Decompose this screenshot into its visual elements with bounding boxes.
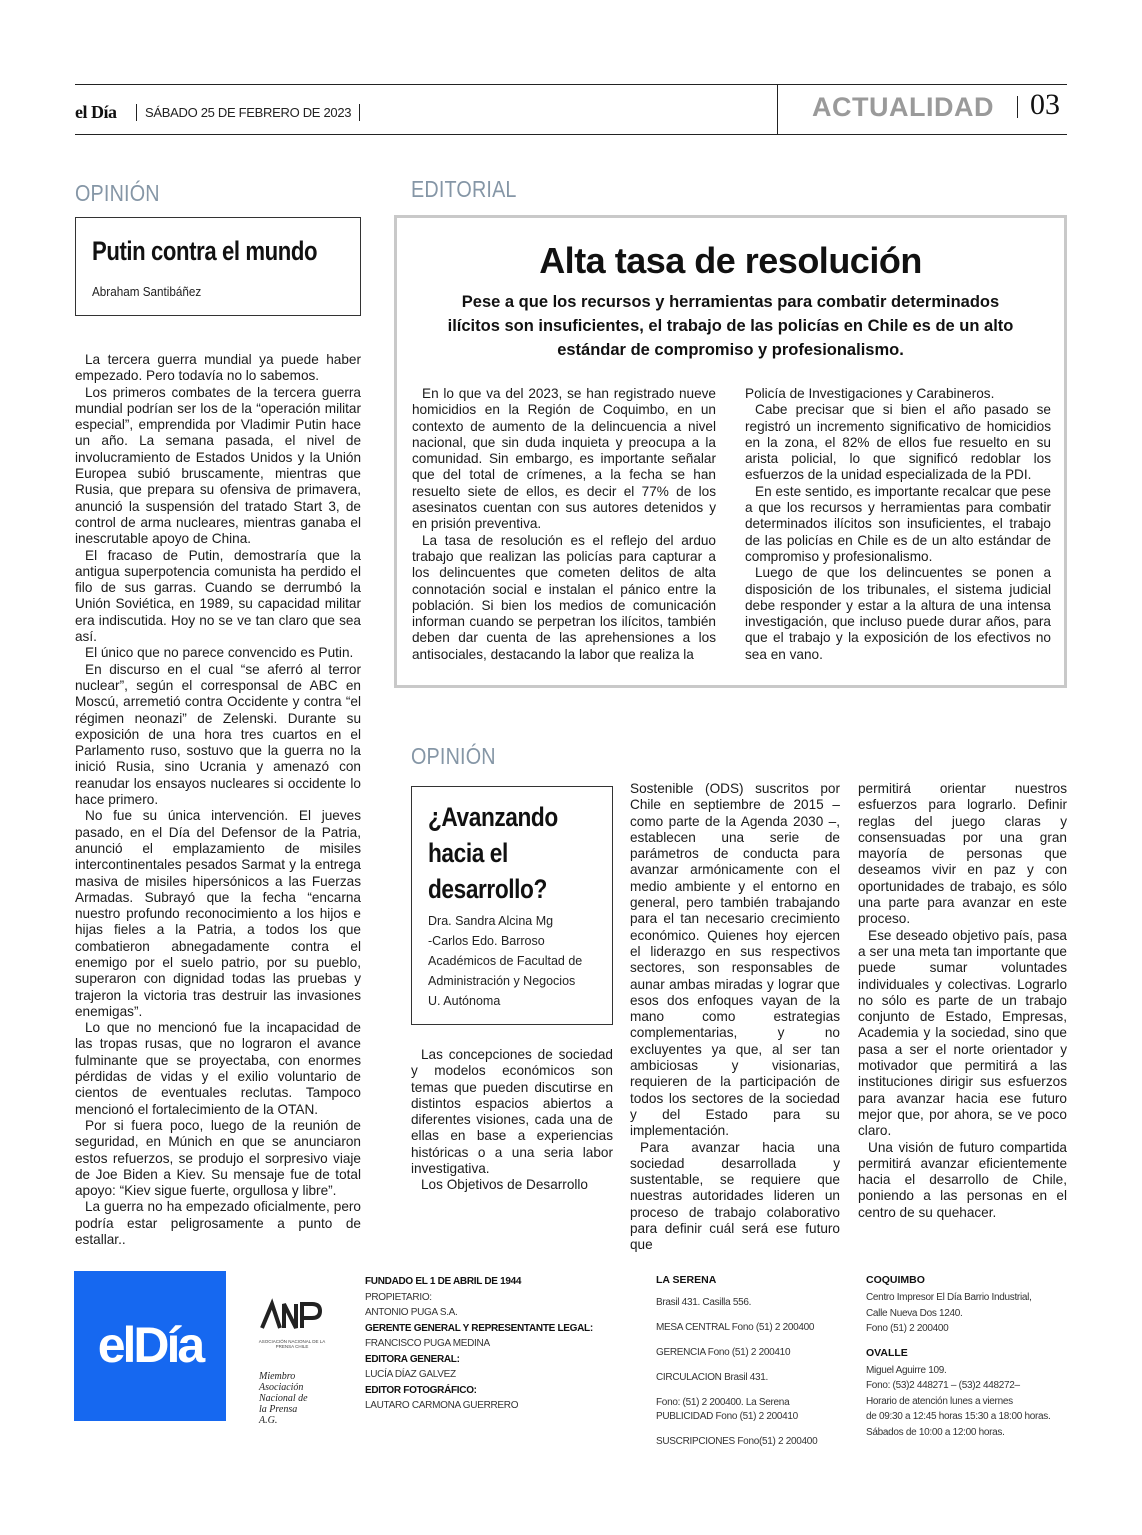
paragraph: Luego de que los delincuentes se ponen a disposición de los tribunales, el sistema judicial debe responder y estar a la altura de una intensa investigación, que incluso puede durar años, para que el trabajo y la exposición de los efectivos no sea en vano. [745, 565, 1051, 662]
footer-la-serena [656, 1274, 846, 1460]
paragraph: La guerra no ha empezado oficialmente, pero podría estar peligrosamente a punto de estallar.. [75, 1199, 361, 1248]
footer-value: PROPIETARIO: [365, 1291, 432, 1303]
editorial-column-2 [745, 386, 1051, 663]
separator [1017, 96, 1018, 118]
editorial-kicker: EDITORIAL [411, 176, 517, 202]
editorial-title: Alta tasa de resolución [539, 240, 922, 281]
editorial-box [394, 215, 1067, 688]
opinion2-title-box [411, 786, 613, 1025]
footer-line: MESA CENTRAL Fono (51) 2 200400 [656, 1322, 815, 1333]
footer-value: ANTONIO PUGA S.A. [365, 1307, 458, 1318]
opinion2-column-1 [411, 1047, 613, 1194]
footer-line: Calle Nueva Dos 1240. [866, 1307, 963, 1319]
paragraph: Sostenible (ODS) suscritos por Chile en septiembre de 2015 – como parte de la Agenda 2030 –, establecen una serie de parámetros de conducta para avanzar armónicamente con el medio ambiente y el entorno en general, pero también trabajando para el tan necesario crecimiento económico. Quienes hoy ejercen el liderazgo en sus respectivos sectores, son responsables de aunar ambas miradas y lograr que esos dos enfoques vayan de la mano como estrategias complementarias, y no excluyentes ya que, al ser tan ambiciosas y visionarias, requieren de la participación de todos los sectores de la sociedad y del Estado para su implementación. [630, 781, 840, 1139]
footer-heading: EDITORA GENERAL: [365, 1353, 460, 1365]
editorial-column-1 [412, 386, 716, 663]
header-divider [777, 84, 778, 134]
paragraph: En discurso en el cual “se aferró al terror nuclear”, según el corresponsal de ABC en Moscú, arremetió contra Occidente y contra “el régimen neonazi” de Zelenski. Durante su exposición de una hora tres cuartos en el Parlamento ruso, sostuvo que la guerra no la inició Rusia, sino Ucrania y amenazó con reanudar los ensayos nucleares si occidente lo hace primero. [75, 661, 361, 808]
paragraph: Cabe precisar que si bien el año pasado se registró un incremento significativo de homicidios en la zona, el 82% de ellos fue resuelto en su arista policial, lo que significó redoblar los esfuerzos de la unidad especializada de la PDI. [745, 402, 1051, 483]
footer-line: SUSCRIPCIONES Fono(51) 2 200400 [656, 1436, 818, 1447]
opinion2-title: ¿Avanzando hacia el desarrollo? [428, 802, 558, 904]
paragraph: En este sentido, es importante recalcar que pese a que los recursos y herramientas para combatir determinados ilícitos son insuficientes, el trabajo de las policías en Chile es de un alto estándar de compromiso y profesionalismo. [745, 483, 1051, 564]
opinion2-column-2 [630, 781, 840, 1254]
paragraph: La tasa de resolución es el reflejo del arduo trabajo que realizan las policías para capturar a los delincuentes que cometen delitos de alta connotación social e instalan el pánico entre la población. Si bien los medios de comunicación informan cuando se perpetran los ilícitos, también deben dar cuenta de las aprehensiones a los antisociales, destacando la labor que realiza la [412, 532, 716, 662]
coquimbo-title: COQUIMBO [866, 1274, 925, 1286]
separator [136, 104, 137, 121]
paragraph: Una visión de futuro compartida permitirá avanzar eficientemente hacia el desarrollo de Chile, poniendo a las personas en el centro de su quehacer. [858, 1139, 1067, 1220]
paragraph: Por si fuera poco, luego de la reunión de seguridad, en Múnich en que se anunciaron estos refuerzos, se produjo el sorpresivo viaje de Joe Biden a Kiev. Su mensaje fue de total apoyo: “Kiev sigue fuerte, orgullosa y libre”. [75, 1117, 361, 1199]
paragraph: Los Objetivos de Desarrollo [421, 1177, 588, 1193]
editorial-subtitle: Pese a que los recursos y herramientas para combatir determinados ilícitos son insuficientes, el trabajo de las policías en Chile es de un alto estándar de compromiso y profesionalismo. [447, 293, 1014, 359]
logo-text: elDía [97, 1317, 203, 1373]
ovalle-lines [866, 1363, 1076, 1441]
member-text: Miembro Asociación Nacional de la Prensa A.G. [259, 1371, 308, 1426]
anp-logo [258, 1298, 328, 1349]
header-bottom-rule [75, 134, 1067, 135]
eldia-logo [74, 1271, 226, 1421]
footer-line: de 09:30 a 12:45 horas 15:30 a 18:00 horas. [866, 1411, 1051, 1422]
la-serena-title: LA SERENA [656, 1274, 717, 1286]
opinion2-kicker: OPINIÓN [411, 743, 496, 769]
footer-heading: EDITOR FOTOGRÁFICO: [365, 1384, 477, 1396]
paragraph: Para avanzar hacia una sociedad desarrollada y sustentable, se requiere que nuestras autoridades lideren un proceso de trabajo colaborativo para definir cuál será ese futuro que [630, 1139, 840, 1253]
footer-line: Miguel Aguirre 109. [866, 1364, 947, 1376]
opinion2-column-3 [858, 781, 1067, 1221]
footer-heading: GERENTE GENERAL Y REPRESENTANTE LEGAL: [365, 1322, 593, 1334]
brand-name: el Día [75, 102, 117, 122]
paragraph: La tercera guerra mundial ya puede haber empezado. Pero todavía no lo sabemos. [75, 352, 361, 384]
footer-line: Fono: (51) 2 200400. La Serena [656, 1397, 790, 1408]
paragraph: Los primeros combates de la tercera guerra mundial podrían ser los de la “operación militar especial”, emprendida por Vladimir Putin hace un año. La semana pasada, el nivel de involucramiento de Estados Unidos y la Unión Europea subió bruscamente, mientras que Rusia, que prepara su ofensiva de primavera, anunció la suspensión del tratado Start 3, de control de arma nucleares, mientras ganaba el inescrutable apoyo de China. [75, 384, 361, 547]
footer-line: GERENCIA Fono (51) 2 200410 [656, 1347, 791, 1358]
footer-credits [365, 1274, 625, 1414]
la-serena-lines [656, 1296, 846, 1449]
footer-line: Horario de atención lunes a viernes [866, 1395, 1013, 1407]
opinion-body [75, 352, 361, 1248]
page-number: 03 [1030, 88, 1060, 121]
opinion-kicker: OPINIÓN [75, 180, 160, 206]
author-line: Dra. Sandra Alcina Mg [428, 914, 554, 928]
author-line: -Carlos Edo. Barroso [428, 934, 545, 948]
footer-line: PUBLICIDAD Fono (51) 2 200410 [656, 1411, 798, 1422]
ovalle-title: OVALLE [866, 1346, 908, 1359]
footer-line: Sábados de 10:00 a 12:00 horas. [866, 1426, 1005, 1438]
footer-heading: FUNDADO EL 1 DE ABRIL DE 1944 [365, 1276, 522, 1287]
author-line: U. Autónoma [428, 994, 501, 1008]
article-author: Abraham Santibáñez [92, 284, 202, 299]
opinion-title-box [75, 217, 361, 316]
footer-coquimbo [866, 1274, 1076, 1440]
anp-caption: ASOCIACIÓN NACIONAL DE LA PRENSA CHILE [258, 1339, 326, 1349]
paragraph: El fracaso de Putin, demostraría que la antigua superpotencia comunista ha perdido el filo de sus garras. Cuando se derrumbó la Unión Soviética, en 1989, su capacidad militar era indiscutida. Hoy no se ve tan claro que sea así. [75, 547, 361, 645]
footer-value: LUCÍA DÍAZ GALVEZ [365, 1369, 456, 1380]
issue-date: SÁBADO 25 DE FEBRERO DE 2023 [145, 105, 352, 120]
paragraph: Las concepciones de sociedad y modelos económicos son temas que pueden discutirse en distintos espacios abiertos a diferentes visiones, cada una de ellas en base a experiencias históricas o a una seria labor investigativa. [411, 1047, 613, 1177]
paragraph: No fue su única intervención. El jueves pasado, en el Día del Defensor de la Patria, anunció el emplazamiento de misiles intercontinentales pesados Sarmat y la entrega masiva de misiles hipersónicos a las Fuerzas Armadas. Subrayó que la fecha “encarna nuestro profundo reconocimiento a los hijos e hijas fieles a la Patria, a todos los que combatieron abnegadamente contra el enemigo por el suelo patrio, por su pueblo, superaron con dignidad todas las pruebas y trajeron la victoria tras destruir las invasiones enemigas”. [75, 808, 361, 1019]
paragraph: En lo que va del 2023, se han registrado nueve homicidios en la Región de Coquimbo, en un contexto de aumento de la delincuencia a nivel nacional, que sin duda inquieta y preocupa a la comunidad. Sin embargo, es importante señalar que del total de crímenes, a la fecha se han resuelto siete de ellos, es decir el 77% de los asesinatos cuentan con sus autores detenidos y en prisión preventiva. [412, 386, 716, 532]
author-line: Administración y Negocios [428, 974, 576, 988]
footer-value: LAUTARO CARMONA GUERRERO [365, 1400, 519, 1411]
opinion2-authors [428, 911, 582, 1011]
footer-line: Fono: (53)2 448271 – (53)2 448272– [866, 1380, 1020, 1391]
paragraph: Ese deseado objetivo país, pasa a ser una meta tan importante que puede sumar voluntades individuales y colectivas. Lograrlo no sólo es parte de un trabajo conjunto de Estado, Empresas, Academia y la sociedad, sino que pasa a ser el norte orientador y motivador que permitirá a las instituciones dirigir sus esfuerzos para avanzar hacia ese futuro mejor que, por ahora, se ve poco claro. [858, 927, 1067, 1139]
footer-line: Centro Impresor El Día Barrio Industrial, [866, 1292, 1032, 1303]
footer-line: Brasil 431. Casilla 556. [656, 1297, 752, 1308]
paragraph: Lo que no mencionó fue la incapacidad de las tropas rusas, que no lograron el avance fulminante que se proyectaba, con enormes pérdidas de vidas y el exilio voluntario de cientos de eventuales reclutas. Tampoco mencionó el fortalecimiento de la OTAN. [75, 1020, 361, 1117]
paragraph: permitirá orientar nuestros esfuerzos para lograrlo. Definir reglas del juego claras y consensuadas por una gran mayoría de personas que deseamos vivir en paz y con oportunidades de trabajo, es sólo una parte para avanzar en este proceso. [858, 781, 1067, 927]
article-title: Putin contra el mundo [92, 236, 318, 266]
author-line: Académicos de Facultad de [428, 954, 583, 968]
footer-value: FRANCISCO PUGA MEDINA [365, 1338, 490, 1349]
footer-line: CIRCULACION Brasil 431. [656, 1372, 769, 1383]
section-name: ACTUALIDAD [812, 92, 994, 122]
coquimbo-lines [866, 1290, 1076, 1337]
header-top-rule [75, 84, 1067, 85]
paragraph: Policía de Investigaciones y Carabineros. [745, 386, 995, 401]
paragraph: El único que no parece convencido es Putin. [85, 645, 354, 661]
footer-line: Fono (51) 2 200400 [866, 1323, 949, 1334]
separator [359, 104, 360, 121]
anp-mark-icon [258, 1298, 326, 1334]
